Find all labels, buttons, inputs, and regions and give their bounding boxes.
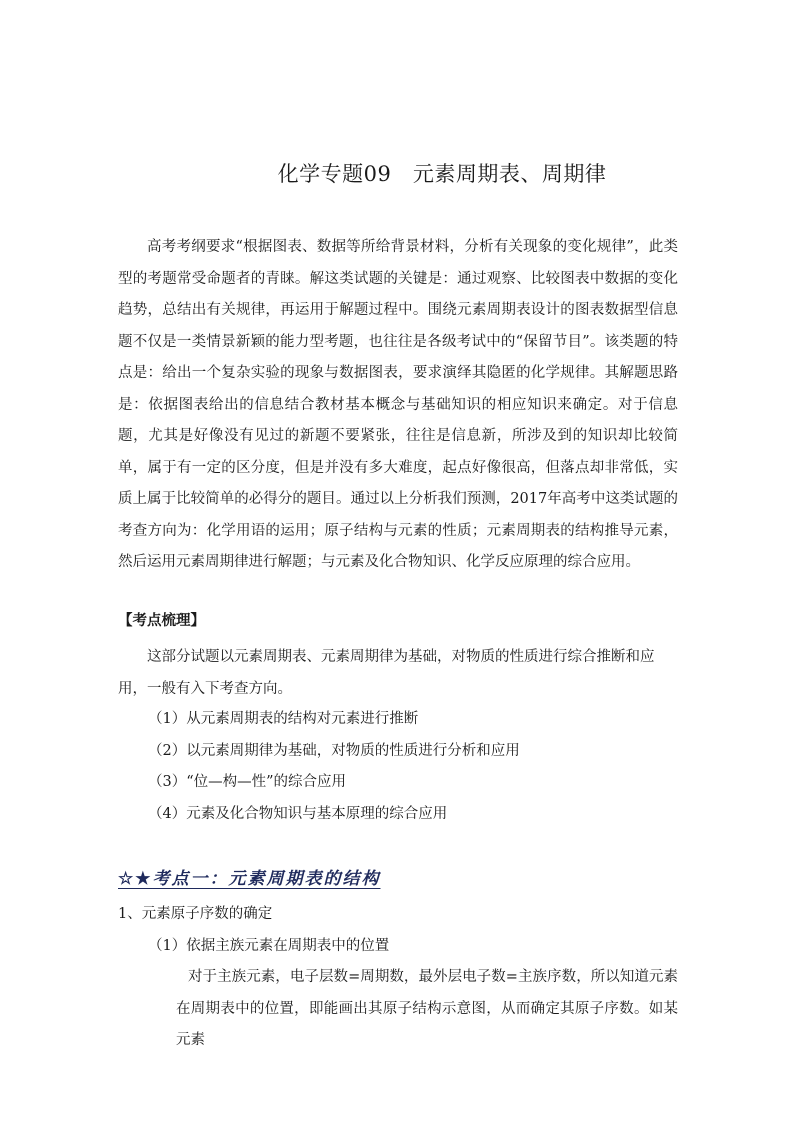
kaodian-heading [118, 864, 380, 889]
subheading-2: （1）依据主族元素在周期表中的位置 [148, 938, 390, 954]
star-icon: ☆★ [118, 869, 153, 889]
subheading-1: 1、元素原子序数的确定 [118, 906, 273, 922]
page-title: 化学专题09 元素周期表、周期律 [277, 162, 607, 186]
kaodian-heading-text: 考点一：元素周期表的结构 [152, 869, 381, 889]
direction-item: （4）元素及化合物知识与基本原理的综合应用 [148, 805, 448, 822]
body-paragraph: 对于主族元素，电子层数=周期数，最外层电子数=主族序数，所以知道元素在周期表中的位置，即能画出其原子结构示意图，从而确定其原子序数。如某元素 [176, 969, 678, 1048]
intro-paragraph: 高考考纲要求“根据图表、数据等所给背景材料，分析有关现象的变化规律”，此类型的考题常受命题者的青睐。解这类试题的关键是：通过观察、比较图表中数据的变化趋势，总结出有关规律，再运用于解题过程中。围绕元素周期表设计的图表数据型信息题不仅是一类情景新颖的能力型考题，也往往是各级考试中的“保留节目”。该类题的特点是：给出一个复杂实验的现象与数据图表，要求演绎其隐匿的化学规律。其解题思路是：依据图表给出的信息结合教材基本概念与基础知识的相应知识来确定。对于信息题，尤其是好像没有见过的新题不要紧张，往往是信息新，所涉及到的知识却比较简单，属于有一定的区分度，但是并没有多大难度，起点好像很高，但落点却非常低，实质上属于比较简单的必得分的题目。通过以上分析我们预测，2017年高考中这类试题的考查方向为：化学用语的运用；原子结构与元素的性质；元素周期表的结构推导元素，然后运用元素周期律进行解题；与元素及化合物知识、化学反应原理的综合应用。 [118, 239, 678, 570]
section-text: 这部分试题以元素周期表、元素周期律为基础，对物质的性质进行综合推断和应用，一般有入下考查方向。 [118, 649, 655, 697]
section-label: 【考点梳理】 [118, 612, 205, 629]
direction-item: （3）“位—构—性”的综合应用 [148, 774, 347, 790]
direction-item: （2）以元素周期律为基础，对物质的性质进行分析和应用 [148, 742, 520, 759]
direction-item: （1）从元素周期表的结构对元素进行推断 [148, 711, 419, 727]
direction-list [148, 704, 520, 830]
